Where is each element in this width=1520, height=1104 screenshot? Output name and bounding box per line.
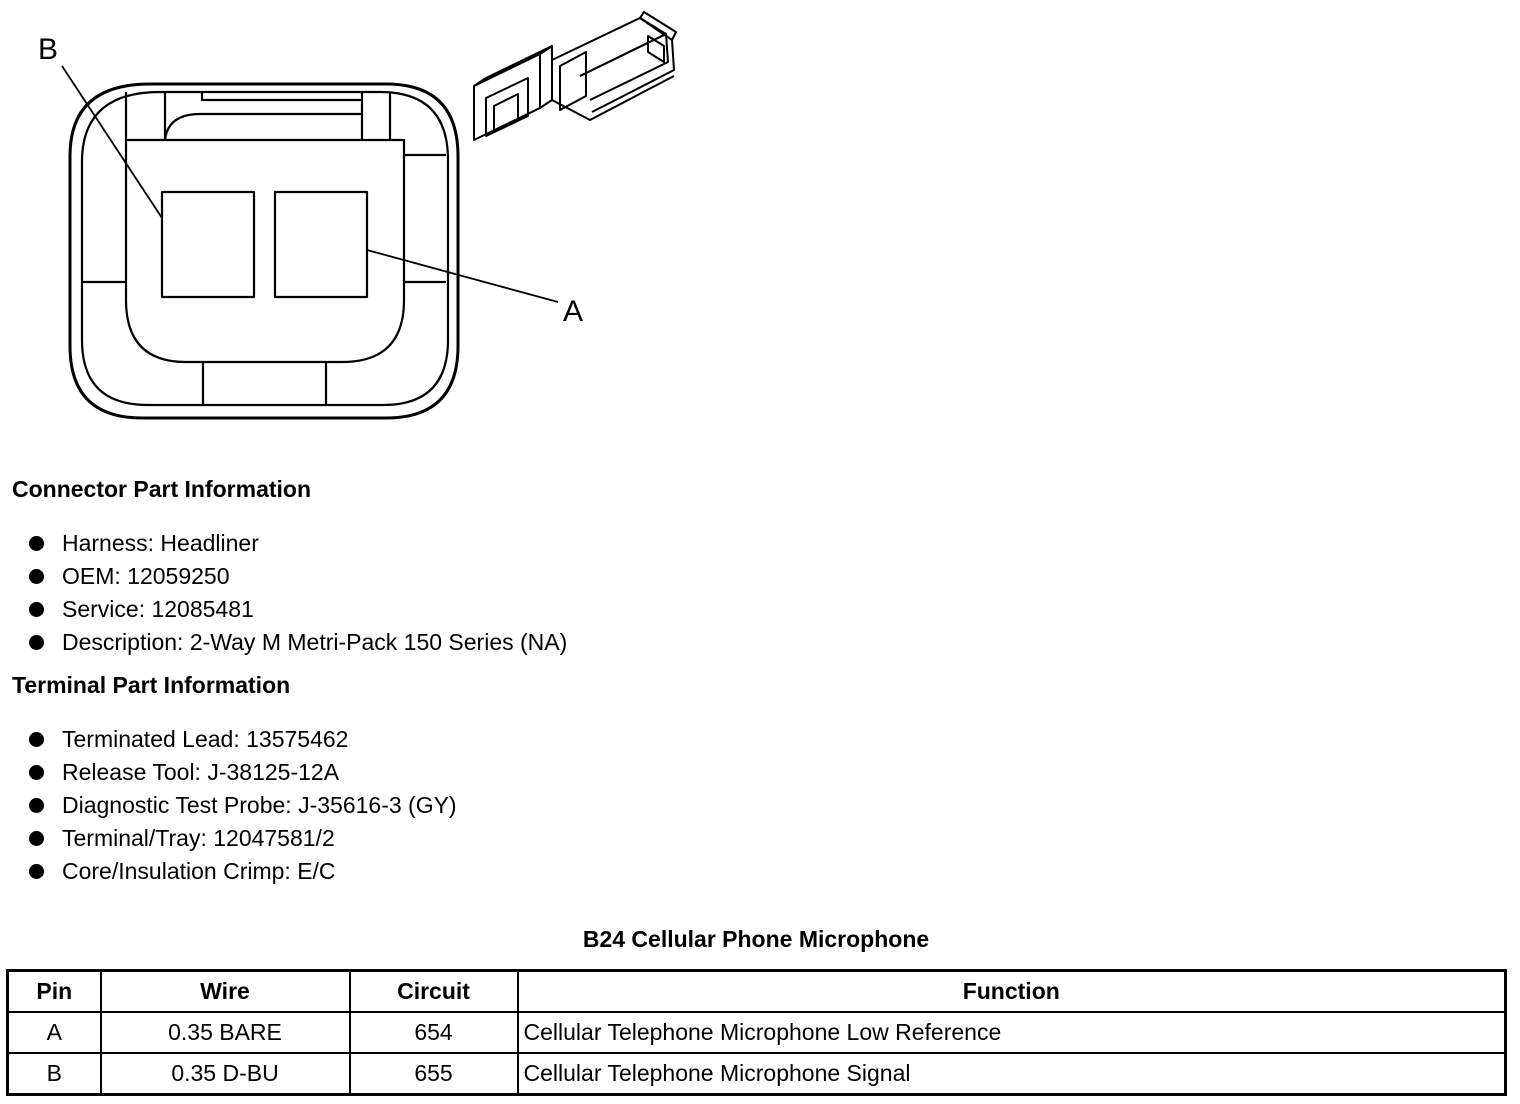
bullet-icon [29,602,44,617]
cell-wire: 0.35 BARE [101,1012,350,1053]
cell-pin: B [8,1053,101,1095]
cell-circuit: 654 [350,1012,518,1053]
connector-diagram [0,0,700,440]
column-header-pin: Pin [8,971,101,1013]
list-item: Service: 12085481 [28,593,567,626]
bullet-icon [29,765,44,780]
table-header-row [8,971,1506,1013]
pin-table [6,969,1507,1096]
bullet-icon [29,732,44,747]
cell-circuit: 655 [350,1053,518,1095]
column-header-function: Function [518,971,1506,1013]
terminal-info-list [28,723,457,888]
cell-wire: 0.35 D-BU [101,1053,350,1095]
connector-face [126,140,404,362]
list-item: Core/Insulation Crimp: E/C [28,855,457,888]
bullet-icon [29,536,44,551]
bullet-icon [29,635,44,650]
bullet-icon [29,831,44,846]
leader-line-a [367,250,558,302]
cell-pin: A [8,1012,101,1053]
connector-outer-shell [70,84,458,418]
bullet-icon [29,569,44,584]
terminal-info-heading: Terminal Part Information [12,672,291,698]
table-row [8,1053,1506,1095]
list-item: Description: 2-Way M Metri-Pack 150 Series (NA) [28,626,567,659]
list-item: Harness: Headliner [28,527,567,560]
cell-function: Cellular Telephone Microphone Signal [518,1053,1506,1095]
cavity-b [162,192,254,297]
label-b: B [38,33,59,66]
bullet-icon [29,864,44,879]
label-a: A [563,295,584,328]
connector-info-heading: Connector Part Information [12,476,312,502]
list-item: OEM: 12059250 [28,560,567,593]
table-title: B24 Cellular Phone Microphone [582,926,930,952]
list-item: Terminal/Tray: 12047581/2 [28,822,457,855]
list-item: Terminated Lead: 13575462 [28,723,457,756]
bullet-icon [29,798,44,813]
list-item: Diagnostic Test Probe: J-35616-3 (GY) [28,789,457,822]
connector-illustration [474,12,676,140]
cell-function: Cellular Telephone Microphone Low Reference [518,1012,1506,1053]
column-header-circuit: Circuit [350,971,518,1013]
column-header-wire: Wire [101,971,350,1013]
connector-info-list [28,527,567,659]
cavity-a [275,192,367,297]
table-row [8,1012,1506,1053]
list-item: Release Tool: J-38125-12A [28,756,457,789]
